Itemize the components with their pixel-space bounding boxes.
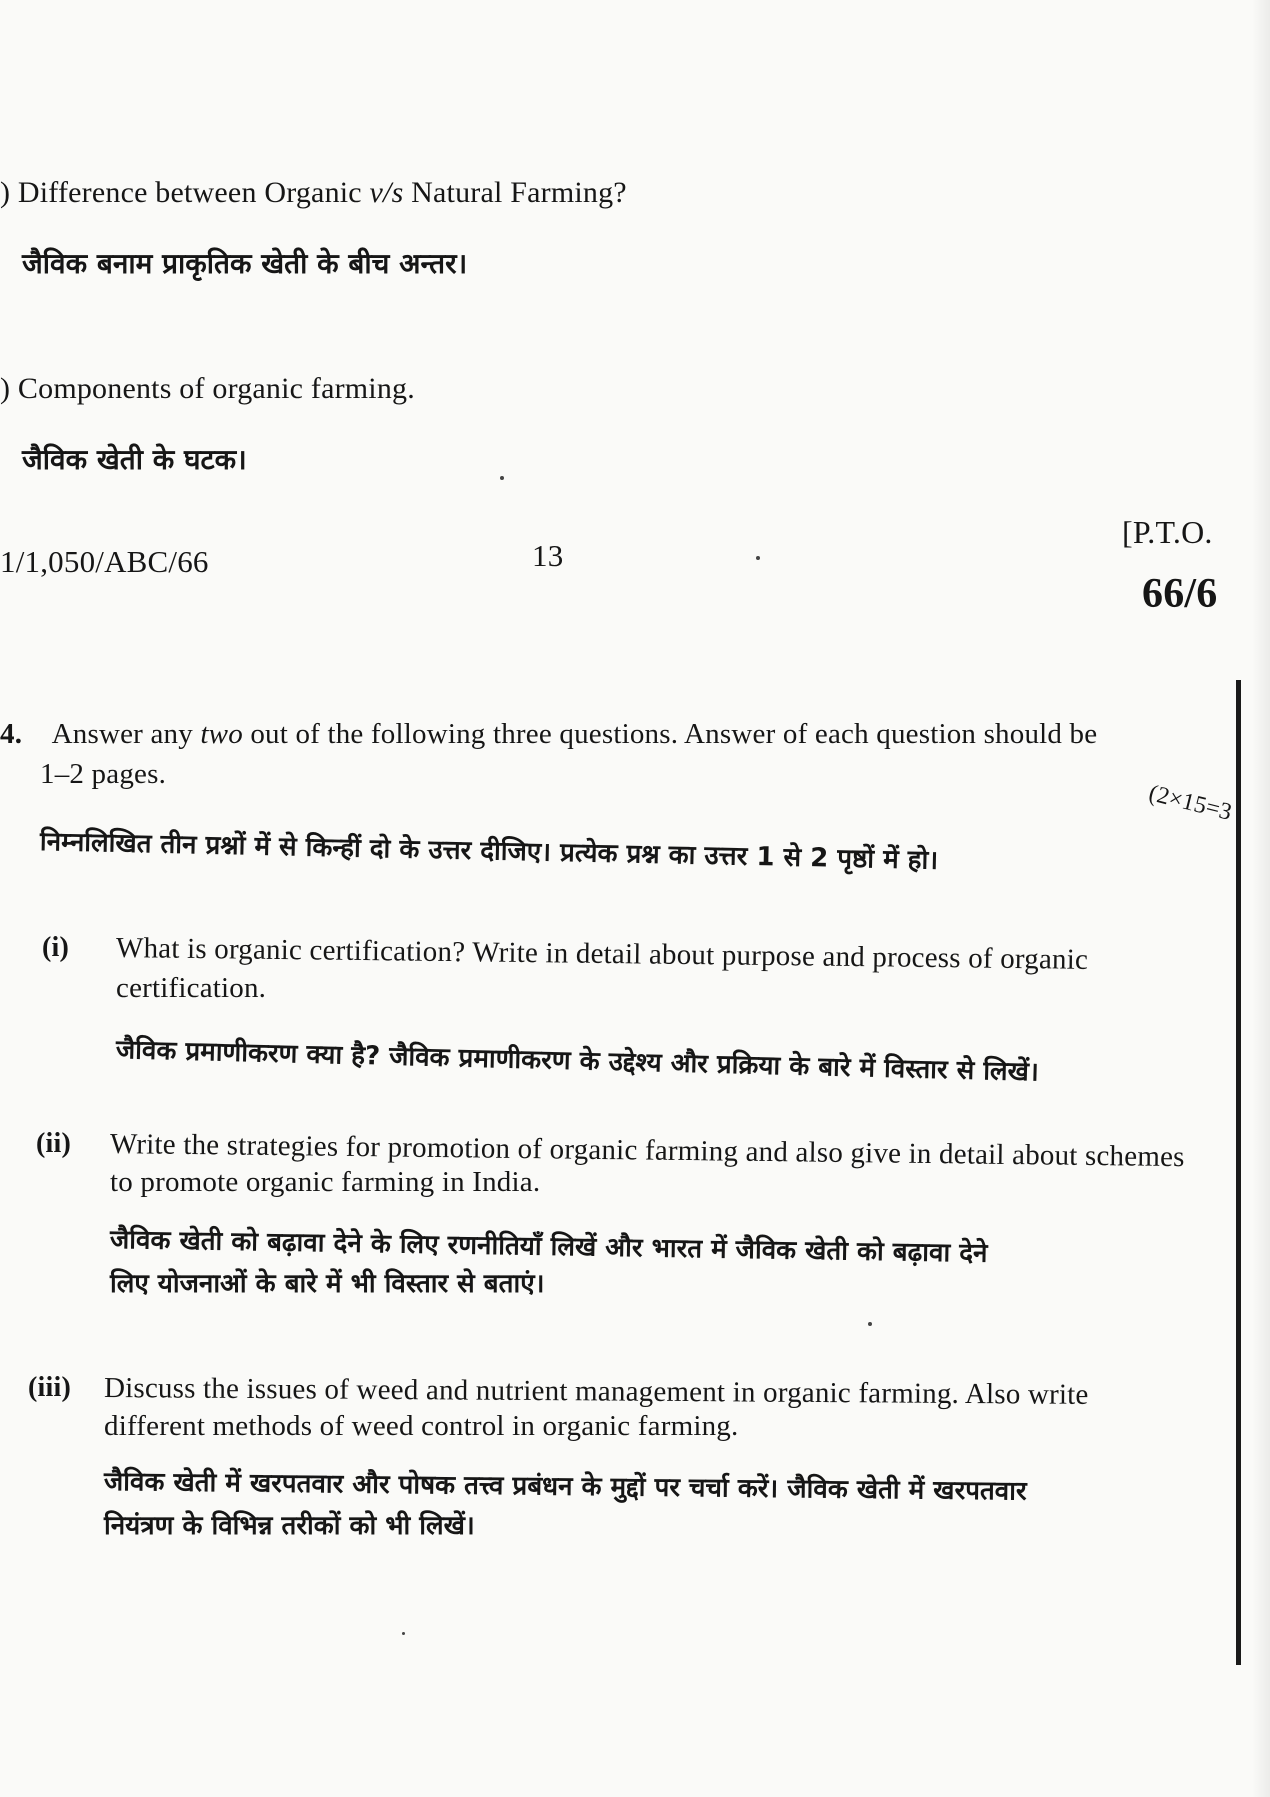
question-2-english-line2: to promote organic farming in India. xyxy=(110,1166,541,1198)
question-2-hindi-line2: लिए योजनाओं के बारे में भी विस्तार से बताएं। xyxy=(110,1269,545,1299)
question-1-english-line1: What is organic certification? Write in detail about purpose and process of organic xyxy=(115,932,1089,976)
question-1-number: (i) xyxy=(42,932,70,963)
question-1-english-line2: certification. xyxy=(116,972,267,1004)
instruction-pre: Answer any xyxy=(51,718,201,750)
scan-shadow xyxy=(1252,0,1270,1797)
paper-code: 1/1,050/ABC/66 xyxy=(0,544,209,579)
question-3-english-line2: different methods of weed control in organic farming. xyxy=(104,1410,739,1442)
page-number: 13 xyxy=(532,538,564,573)
section-instruction-line2: 1–2 pages. xyxy=(40,758,167,790)
question-1-hindi: जैविक प्रमाणीकरण क्या है? जैविक प्रमाणीकरण के उद्देश्य और प्रक्रिया के बारे में विस्तार से लिखें। xyxy=(115,1035,1040,1088)
question-a-text-post: Natural Farming? xyxy=(403,176,627,209)
question-3-english-line1: Discuss the issues of weed and nutrient management in organic farming. Also write xyxy=(103,1372,1089,1411)
question-b-english xyxy=(0,372,415,406)
question-2-number: (ii) xyxy=(36,1128,72,1159)
scan-speck xyxy=(500,476,504,480)
question-2-hindi-line1: जैविक खेती को बढ़ावा देने के लिए रणनीतियाँ लिखें और भारत में जैविक खेती को बढ़ावा देने xyxy=(109,1225,988,1269)
question-b-hindi: जैविक खेती के घटक। xyxy=(22,443,247,476)
question-a-text-pre: Difference between Organic xyxy=(17,176,370,209)
scan-speck xyxy=(756,556,760,560)
scan-speck xyxy=(402,1632,405,1635)
question-b-text: Components of organic farming. xyxy=(17,372,415,405)
question-a-english xyxy=(0,176,627,210)
scan-speck xyxy=(868,1322,872,1326)
question-3-hindi-line1: जैविक खेती में खरपतवार और पोषक तत्त्व प्रबंधन के मुद्दों पर चर्चा करें। जैविक खेती में खरपतवार xyxy=(103,1467,1027,1507)
question-a-vs: v/s xyxy=(369,176,404,209)
section-instruction-hindi: निम्नलिखित तीन प्रश्नों में से किन्हीं दो के उत्तर दीजिए। प्रत्येक प्रश्न का उत्तर 1 से 2 पृष्ठों में हो। xyxy=(39,827,939,876)
question-3-number: (iii) xyxy=(28,1372,71,1403)
page-code: 66/6 xyxy=(1142,571,1218,617)
question-3-hindi-line2: नियंत्रण के विभिन्न तरीकों को भी लिखें। xyxy=(104,1511,475,1541)
instruction-post: out of the following three questions. Answer of each question should be xyxy=(242,718,1098,750)
instruction-italic: two xyxy=(200,718,243,750)
question-a-marker: ) xyxy=(0,176,11,209)
marks-label: (2×15=3 xyxy=(1146,780,1235,826)
question-a-hindi: जैविक बनाम प्राकृतिक खेती के बीच अन्तर। xyxy=(22,247,468,280)
question-2-english-line1: Write the strategies for promotion of organic farming and also give in detail about schemes xyxy=(109,1128,1185,1174)
question-b-marker: ) xyxy=(0,372,11,405)
page-edge-line xyxy=(1236,680,1241,1665)
pto-label: [P.T.O. xyxy=(1122,514,1213,550)
section-instruction-english xyxy=(0,718,1097,751)
section-number: 4. xyxy=(0,718,23,750)
